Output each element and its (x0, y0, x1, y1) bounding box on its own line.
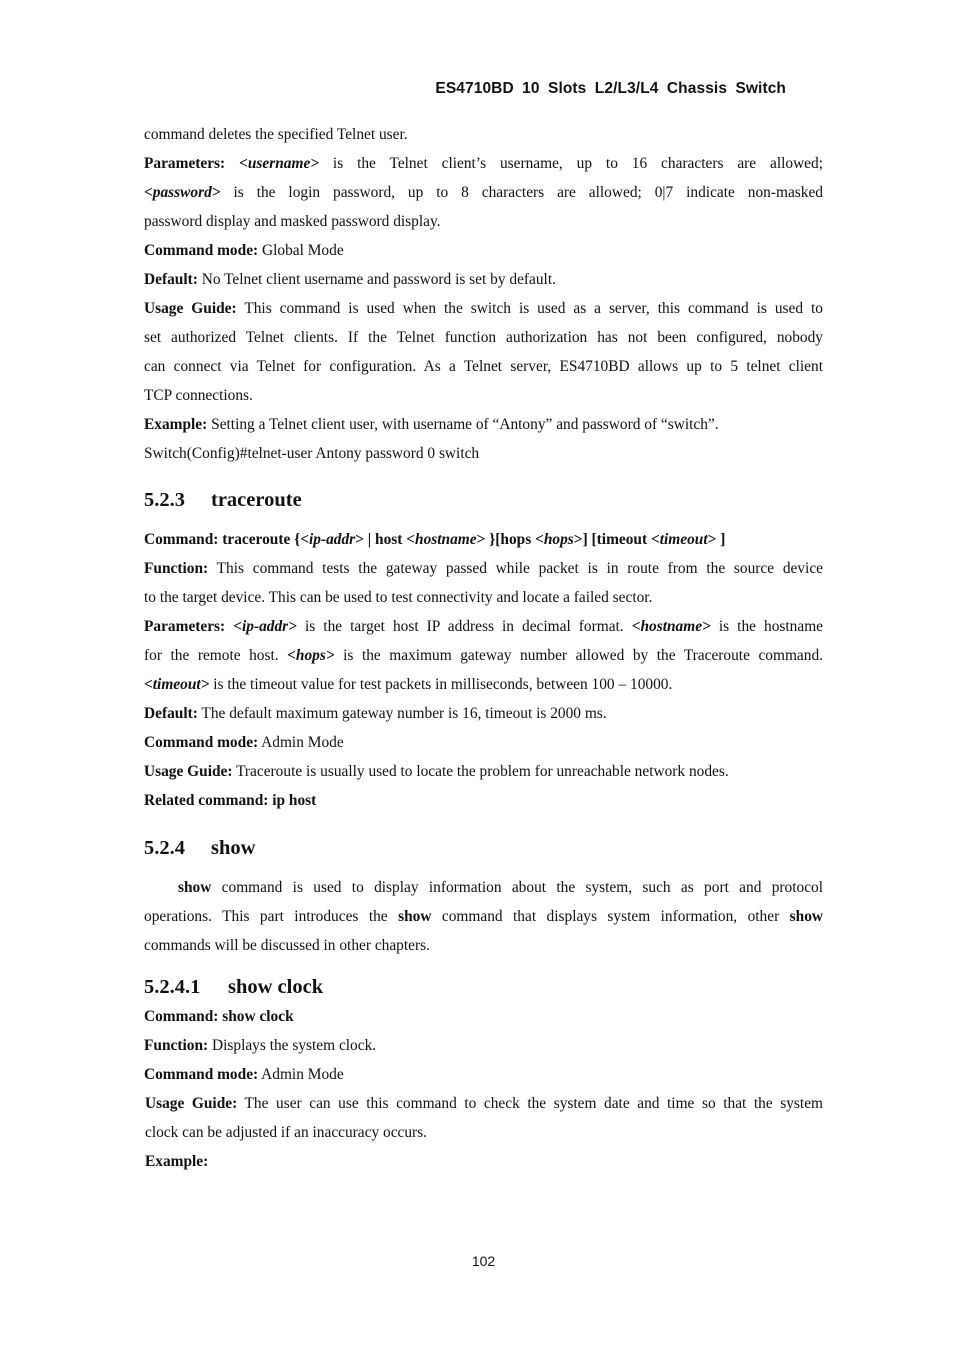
param-username: <username> (239, 155, 320, 172)
traceroute-related-command: Related command: ip host (144, 792, 317, 809)
param-text: is the target host IP address in decimal format. (296, 618, 624, 635)
intro-command-mode (144, 236, 823, 265)
show-keyword: show (789, 908, 823, 925)
example-label: Example: (144, 416, 208, 433)
traceroute-parameters-line-2 (144, 641, 823, 670)
section-heading-show-clock (144, 972, 823, 1002)
example-value: Setting a Telnet client user, with username of “Antony” and password of “switch”. (207, 416, 719, 433)
command-mode-value: Global Mode (258, 242, 344, 259)
paragraph-text: operations. This part introduces the (144, 908, 399, 925)
intro-parameters-line-1 (144, 149, 823, 178)
show-clock-example-label: Example: (145, 1153, 209, 1170)
page-number: 102 (471, 1253, 496, 1269)
command-arg-timeout: timeout (659, 531, 708, 548)
section-number: 5.2.3 (144, 489, 185, 511)
show-clock-usage-line-2: clock can be adjusted if an inaccuracy occurs. (145, 1124, 428, 1141)
param-text: is the Telnet client’s username, up to 16 characters are allowed; (319, 155, 823, 172)
section-number: 5.2.4.1 (144, 976, 201, 998)
page-body (144, 120, 823, 1176)
intro-example-command: Switch(Config)#telnet-user Antony password 0 switch (144, 445, 480, 462)
show-paragraph-line-3: commands will be discussed in other chapters. (144, 937, 430, 954)
intro-usage-line-1 (144, 294, 823, 323)
section-title: traceroute (211, 489, 302, 511)
intro-usage-line-4: TCP connections. (144, 387, 253, 404)
default-value: No Telnet client username and password is set by default. (197, 271, 556, 288)
show-clock-command: Command: show clock (144, 1008, 294, 1025)
param-ip-addr: <ip-addr> (225, 618, 297, 635)
traceroute-command-mode (144, 728, 823, 757)
paragraph-text: command is used to display information about the system, such as port and protocol (211, 879, 823, 896)
intro-parameters-line-3: password display and masked password display. (144, 213, 441, 230)
traceroute-usage (144, 757, 823, 786)
traceroute-function-line-1 (144, 554, 823, 583)
command-mode-label: Command mode: (144, 1066, 259, 1083)
traceroute-parameters-line-3 (144, 670, 823, 699)
usage-guide-label: Usage Guide: (144, 300, 237, 317)
usage-guide-label: Usage Guide: (144, 763, 233, 780)
command-mode-value: Admin Mode (258, 734, 344, 751)
intro-default (144, 265, 823, 294)
intro-example (144, 410, 823, 439)
param-hops: <hops> (278, 647, 335, 664)
running-header: ES4710BD 10 Slots L2/L3/L4 Chassis Switch (435, 80, 786, 97)
default-label: Default: (144, 271, 198, 288)
intro-usage-line-3: can connect via Telnet for configuration. As a Telnet server, ES4710BD allows up to 5 telnet client (144, 358, 823, 375)
command-mode-label: Command mode: (144, 734, 259, 751)
function-text: Displays the system clock. (208, 1037, 377, 1054)
paragraph-text: command that displays system information, other (431, 908, 790, 925)
intro-line: command deletes the specified Telnet user. (144, 126, 408, 143)
command-mode-value: Admin Mode (258, 1066, 344, 1083)
show-clock-usage-line-1 (145, 1089, 823, 1118)
usage-guide-label: Usage Guide: (145, 1095, 238, 1112)
default-label: Default: (144, 705, 198, 722)
usage-text: The user can use this command to check the system date and time so that the system (237, 1095, 823, 1112)
show-clock-command-mode (144, 1060, 823, 1089)
show-paragraph-line-2 (144, 902, 823, 931)
command-arg-hops: hops (543, 531, 574, 548)
intro-usage-line-2: set authorized Telnet clients. If the Telnet function authorization has not been configured, nobody (144, 329, 823, 346)
section-title: show (211, 837, 256, 859)
param-hostname: <hostname> (623, 618, 711, 635)
show-keyword: show (398, 908, 432, 925)
traceroute-parameters-line-1 (144, 612, 823, 641)
function-label: Function: (144, 560, 209, 577)
param-text: for the remote host. (144, 647, 279, 664)
traceroute-default (144, 699, 823, 728)
param-text: is the maximum gateway number allowed by the Traceroute command. (334, 647, 823, 664)
show-paragraph-line-1 (144, 873, 823, 902)
param-text: is the login password, up to 8 characters are allowed; 0|7 indicate non-masked (220, 184, 823, 201)
command-text: >] [timeout < (573, 531, 660, 548)
param-text: is the timeout value for test packets in milliseconds, between 100 – 10000. (209, 676, 673, 693)
command-text: > | host < (355, 531, 416, 548)
function-label: Function: (144, 1037, 209, 1054)
traceroute-command (144, 525, 823, 554)
section-title: show clock (228, 976, 324, 998)
parameters-label: Parameters: (144, 618, 226, 635)
function-text: This command tests the gateway passed while packet is in route from the source device (208, 560, 823, 577)
command-arg-ip-addr: ip-addr (309, 531, 356, 548)
intro-parameters-line-2 (144, 178, 823, 207)
param-timeout: <timeout> (144, 676, 210, 693)
command-mode-label: Command mode: (144, 242, 259, 259)
usage-text: Traceroute is usually used to locate the problem for unreachable network nodes. (232, 763, 729, 780)
command-arg-hostname: hostname (415, 531, 477, 548)
command-text: > ] (707, 531, 726, 548)
default-value: The default maximum gateway number is 16, timeout is 2000 ms. (197, 705, 607, 722)
usage-text: This command is used when the switch is used as a server, this command is used to (236, 300, 823, 317)
parameters-label: Parameters: (144, 155, 226, 172)
section-number: 5.2.4 (144, 837, 185, 859)
param-text: is the hostname (710, 618, 824, 635)
show-clock-function (144, 1031, 823, 1060)
command-text: > }[hops < (476, 531, 544, 548)
param-password: <password> (144, 184, 221, 201)
command-text: Command: traceroute {< (144, 531, 309, 548)
section-heading-traceroute (144, 485, 823, 515)
traceroute-function-line-2: to the target device. This can be used to test connectivity and locate a failed sector. (144, 589, 653, 606)
show-keyword: show (178, 879, 212, 896)
section-heading-show (144, 833, 823, 863)
